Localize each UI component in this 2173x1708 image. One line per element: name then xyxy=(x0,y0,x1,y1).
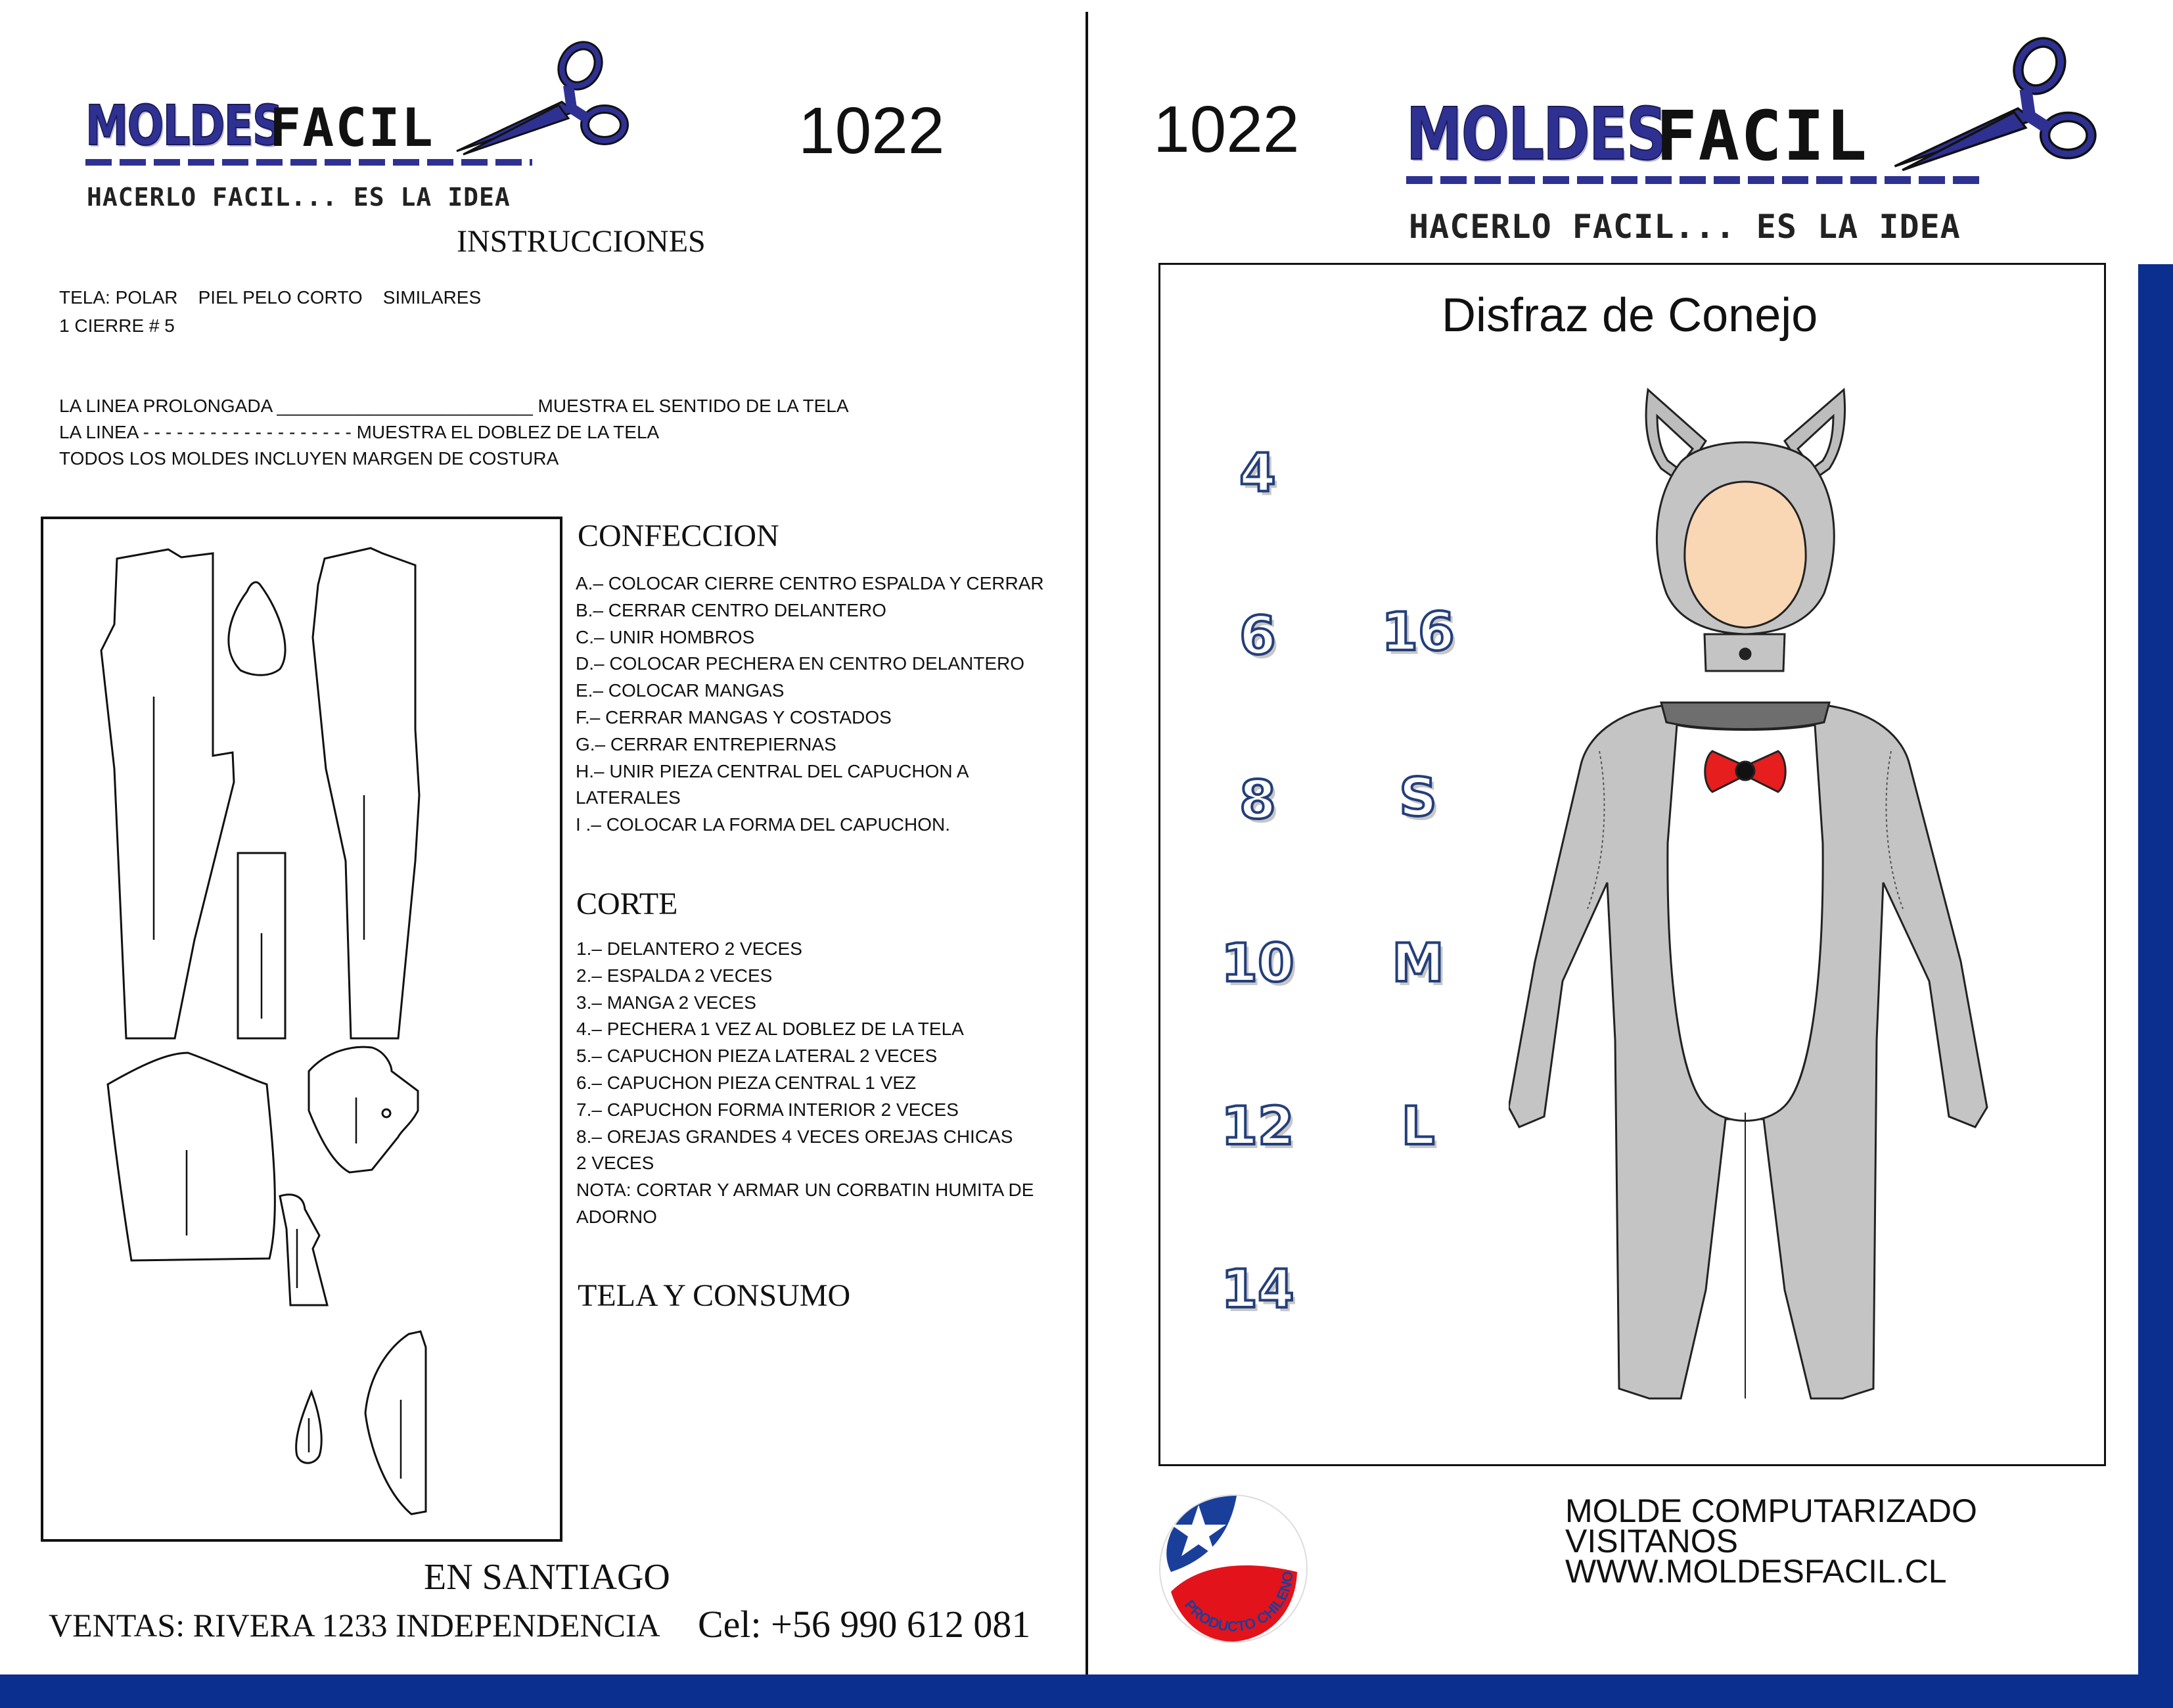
corte-item: 7.– CAPUCHON FORMA INTERIOR 2 VECES xyxy=(576,1099,959,1120)
corte-item: NOTA: CORTAR Y ARMAR UN CORBATIN HUMITA DE ADORNO xyxy=(576,1180,1034,1227)
right-accent-band xyxy=(2138,264,2173,1674)
bunny-costume-illustration xyxy=(1509,383,2008,1461)
confeccion-step: D.– COLOCAR PECHERA EN CENTRO DELANTERO xyxy=(576,653,1025,674)
left-logo xyxy=(85,39,611,212)
logo-tagline: HACERLO FACIL... ES LA IDEA xyxy=(1409,208,1961,246)
website-block xyxy=(1565,1492,2065,1590)
fabric-line-1: TELA: POLAR PIEL PELO CORTO SIMILARES xyxy=(59,287,482,308)
legend-line-1: LA LINEA PROLONGADA _________________________ MUESTRA EL SENTIDO DE LA TELA xyxy=(59,396,849,416)
size-label: 12 xyxy=(1221,1096,1294,1157)
logo-tagline: HACERLO FACIL... ES LA IDEA xyxy=(87,183,511,212)
confeccion-title: CONFECCION xyxy=(578,519,779,553)
instructions-title: INSTRUCCIONES xyxy=(457,224,706,259)
left-pattern-number: 1022 xyxy=(798,94,945,168)
corte-item: 1.– DELANTERO 2 VECES xyxy=(576,938,802,959)
confeccion-step: H.– UNIR PIEZA CENTRAL DEL CAPUCHON A LATERALES xyxy=(576,760,968,808)
size-label: 16 xyxy=(1381,601,1455,662)
legend-line-2: LA LINEA - - - - - - - - - - - - - - - - - - - MUESTRA EL DOBLEZ DE LA TELA xyxy=(59,422,660,442)
footer-address: VENTAS: RIVERA 1233 INDEPENDENCIA xyxy=(49,1607,660,1644)
producto-chileno-badge xyxy=(1158,1493,1309,1644)
corte-list xyxy=(576,936,1049,1231)
size-label: 4 xyxy=(1239,442,1276,503)
pattern-pieces-diagram xyxy=(41,517,562,1542)
footer-phone: Cel: +56 990 612 081 xyxy=(698,1603,1031,1646)
page-divider xyxy=(1086,12,1088,1674)
size-label: S xyxy=(1399,767,1437,828)
logo-word-facil: FACIL xyxy=(269,97,434,158)
corte-item: 2.– ESPALDA 2 VECES xyxy=(576,965,773,986)
size-label: L xyxy=(1401,1096,1435,1157)
size-label: 10 xyxy=(1221,933,1294,994)
pattern-pieces-drawing xyxy=(43,519,560,1539)
corte-item: 5.– CAPUCHON PIEZA LATERAL 2 VECES xyxy=(576,1046,938,1067)
logo-word-facil: FACIL xyxy=(1656,96,1869,176)
confeccion-step: F.– CERRAR MANGAS Y COSTADOS xyxy=(576,706,892,727)
size-label: 8 xyxy=(1239,770,1276,831)
right-pattern-number: 1022 xyxy=(1153,93,1300,166)
web-line-molde: MOLDE COMPUTARIZADO xyxy=(1565,1492,1977,1529)
tela-consumo-title: TELA Y CONSUMO xyxy=(578,1278,851,1313)
confeccion-step: G.– CERRAR ENTREPIERNAS xyxy=(576,733,836,754)
confeccion-list xyxy=(576,570,1068,839)
badge-text: PRODUCTO CHILENO xyxy=(1181,1570,1296,1635)
size-label: 6 xyxy=(1239,605,1276,666)
corte-item: 8.– OREJAS GRANDES 4 VECES OREJAS CHICAS 2 VECES xyxy=(576,1126,1013,1174)
confeccion-step: A.– COLOCAR CIERRE CENTRO ESPALDA Y CERRAR xyxy=(576,573,1044,593)
product-illustration-frame xyxy=(1158,263,2106,1466)
confeccion-step: E.– COLOCAR MANGAS xyxy=(576,680,785,701)
confeccion-step: C.– UNIR HOMBROS xyxy=(576,626,755,647)
corte-item: 4.– PECHERA 1 VEZ AL DOBLEZ DE LA TELA xyxy=(576,1019,964,1040)
logo-word-moldes: MOLDES xyxy=(85,93,283,158)
footer-city: EN SANTIAGO xyxy=(424,1557,670,1598)
website-link[interactable]: WWW.MOLDESFACIL.CL xyxy=(1565,1553,1947,1590)
size-label: M xyxy=(1392,933,1444,994)
bottom-accent-band xyxy=(0,1674,2173,1708)
scissors-icon xyxy=(1879,26,2103,191)
product-title: Disfraz de Conejo xyxy=(1442,289,1818,342)
right-logo xyxy=(1406,26,2103,263)
web-line-visitanos: VISITANOS xyxy=(1565,1523,1739,1559)
size-label: 14 xyxy=(1221,1258,1294,1320)
corte-item: 3.– MANGA 2 VECES xyxy=(576,992,756,1013)
logo-word-moldes: MOLDES xyxy=(1406,92,1666,176)
confeccion-step: B.– CERRAR CENTRO DELANTERO xyxy=(576,599,886,620)
corte-item: 6.– CAPUCHON PIEZA CENTRAL 1 VEZ xyxy=(576,1072,917,1093)
confeccion-step: I .– COLOCAR LA FORMA DEL CAPUCHON. xyxy=(576,814,950,835)
scissors-icon xyxy=(444,39,634,164)
fabric-line-2: 1 CIERRE # 5 xyxy=(59,315,175,336)
legend-line-3: TODOS LOS MOLDES INCLUYEN MARGEN DE COSTURA xyxy=(59,448,559,469)
corte-title: CORTE xyxy=(576,887,678,921)
